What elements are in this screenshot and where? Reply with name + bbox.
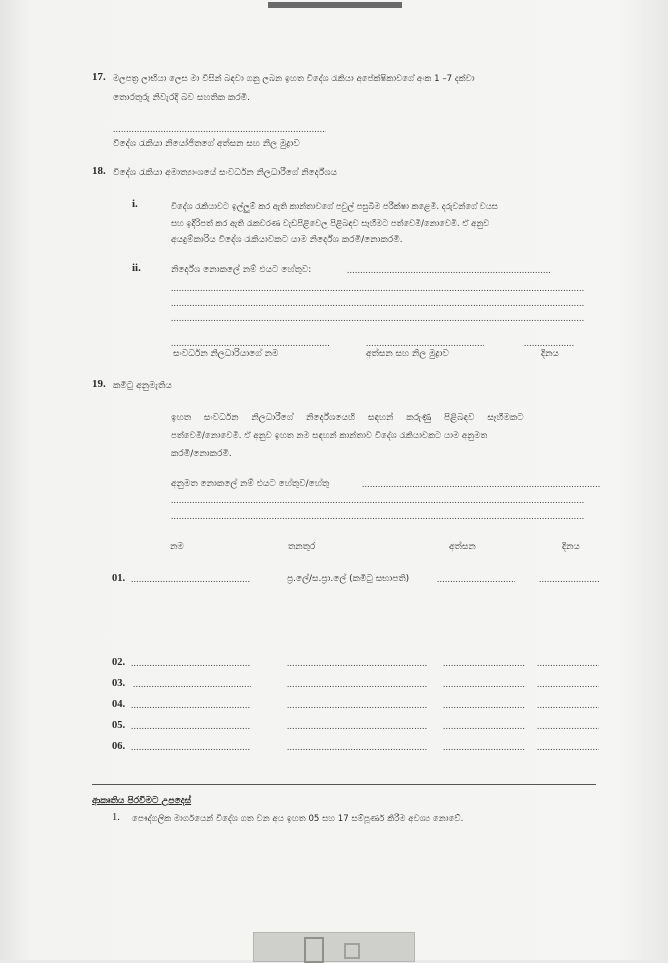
scan-bottom-tab <box>253 932 415 962</box>
column-header-position: තනතුර <box>288 542 316 552</box>
item18-reason-line[interactable] <box>171 298 584 308</box>
item19-reason-label: අනුමත නොකලේ නම් එයට හේතුව/හේතු <box>171 479 330 489</box>
member-signature-field[interactable] <box>443 700 525 710</box>
column-header-date: දිනය <box>562 542 580 552</box>
item18-reason-line[interactable] <box>171 283 584 293</box>
member-signature-field[interactable] <box>443 679 525 689</box>
caption-signature-seal: අත්සන සහ නිල මුද්‍රාව <box>366 349 449 359</box>
instruction-text: පෞද්ගලික මාර්ගයෙන් විදේශ ගත වන අය ඉහත 05 සහ 17 සම්පූර්ණ කිරීම අවශ්‍ය නොවේ. <box>132 814 464 824</box>
member-date-field[interactable] <box>537 742 599 752</box>
member-date-field[interactable] <box>537 658 599 668</box>
item19-p-line1: ඉහත සංවර්ධන නිලධාරීගේ නිර්දේශයෙහි සඳහන් කරුණු පිළිබඳව සෑහීමකට <box>171 413 524 423</box>
caption-date: දිනය <box>541 349 559 359</box>
member-name-field[interactable] <box>131 742 251 752</box>
member-date-field[interactable] <box>537 721 599 731</box>
member-position-field[interactable] <box>287 742 427 752</box>
item17-line2: තොරතුරු නිවැරදි බව සහතික කරමි. <box>113 93 250 103</box>
row-number: 04. <box>112 699 126 710</box>
member-name-field[interactable] <box>131 721 251 731</box>
member-date-field[interactable] <box>537 700 599 710</box>
member-name-field[interactable] <box>131 658 251 668</box>
item19-p-line2: පත්වෙමි/නොවෙමි. ඒ අනුව ඉහත නම සඳහන් කාන්තාව විදේශ රැකියාවකට යාම අනුමත <box>171 431 488 441</box>
scan-top-bar <box>268 2 402 8</box>
item19-reason-line[interactable] <box>171 495 584 505</box>
caption-officer-name: සංවර්ධන නිලධාරියාගේ නම <box>173 349 279 359</box>
row-number: 03. <box>112 678 126 689</box>
member-signature-field[interactable] <box>443 742 525 752</box>
scan-artifact <box>304 937 324 963</box>
item19-p-line3: කරමි/නොකරමි. <box>171 449 232 459</box>
member-name-field[interactable] <box>133 679 251 689</box>
row-number: 06. <box>112 741 126 752</box>
item18-i-line3: අයදුම්කාරිය විදේශ රැකියාවකට යාම නිර්දේශ කරමි/නොකරමි. <box>171 235 403 245</box>
member-signature-field[interactable] <box>437 574 515 584</box>
officer-signature-field[interactable] <box>366 338 484 348</box>
scan-artifact <box>344 943 360 959</box>
item17-number: 17. <box>92 71 106 83</box>
row-number: 01. <box>112 573 126 584</box>
item18-i-marker: i. <box>132 198 138 210</box>
instructions-heading: ආකෘතිය පිරවීමට උපදෙස් <box>92 796 192 806</box>
member-date-field[interactable] <box>539 574 599 584</box>
member-position-field[interactable] <box>287 700 427 710</box>
officer-name-field[interactable] <box>171 338 329 348</box>
item18-number: 18. <box>92 165 106 177</box>
member-position-field[interactable] <box>287 658 427 668</box>
member-name-field[interactable] <box>131 700 251 710</box>
member-position-field[interactable] <box>287 721 427 731</box>
row1-position: ප්‍ර.ලේ/ස.ප්‍රා.ලේ (කමිටු සභාපති) <box>287 574 410 584</box>
item19-heading: කමිටු අනුමැතිය <box>113 381 172 391</box>
instruction-number: 1. <box>112 812 120 823</box>
member-name-field[interactable] <box>131 574 251 584</box>
item18-i-line1: විදේශ රැකියාවට ඉල්ලුම් කර ඇති කාන්තාවගේ පවුල් පසුබිම පරීක්ෂා කළෙමි. දරුවන්ගේ වයස <box>171 201 498 211</box>
item19-reason-line[interactable] <box>171 511 584 521</box>
item18-reason-line[interactable] <box>171 313 584 323</box>
item18-heading: විදේශ රැකියා අමාත්‍යාංශයේ සංවර්ධන නිලධාරීගේ නිර්දේශය <box>113 168 337 178</box>
column-header-signature: අත්සන <box>449 542 476 552</box>
item19-reason-field[interactable] <box>362 479 600 489</box>
item17-signature-line[interactable] <box>113 124 326 134</box>
section-divider <box>92 784 596 785</box>
item17-sign-caption: විදේශ රැකියා නියෝජිතගේ අත්සන සහ නිල මුද්‍රාව <box>113 139 300 149</box>
member-date-field[interactable] <box>537 679 599 689</box>
member-signature-field[interactable] <box>443 658 525 668</box>
item18-ii-marker: ii. <box>132 262 141 274</box>
row-number: 05. <box>112 720 126 731</box>
item18-i-line2: සහ ඉදිරිපත් කර ඇති රැකවරණ වැඩපිළිවෙල පිළිබඳව සෑහීමට පත්වෙමි/නොවෙමි. ඒ අනුව <box>171 218 490 228</box>
officer-date-field[interactable] <box>524 338 574 348</box>
item18-ii-label: නිර්දේශ නොකලේ නම් එයට හේතුව: <box>171 265 312 275</box>
column-header-name: නම <box>170 542 184 552</box>
item17-line1: මලපත්‍ර ලාභියා ලෙස මා විසින් බඳවා ගනු ලබන ඉහත විදේශ රැකියා අපේක්ෂිකාවගේ අංක 1 –7 දක්වා <box>113 74 475 84</box>
member-position-field[interactable] <box>287 679 427 689</box>
item19-number: 19. <box>92 378 106 390</box>
item18-reason-field[interactable] <box>347 265 550 275</box>
row-number: 02. <box>112 657 126 668</box>
member-signature-field[interactable] <box>443 721 525 731</box>
